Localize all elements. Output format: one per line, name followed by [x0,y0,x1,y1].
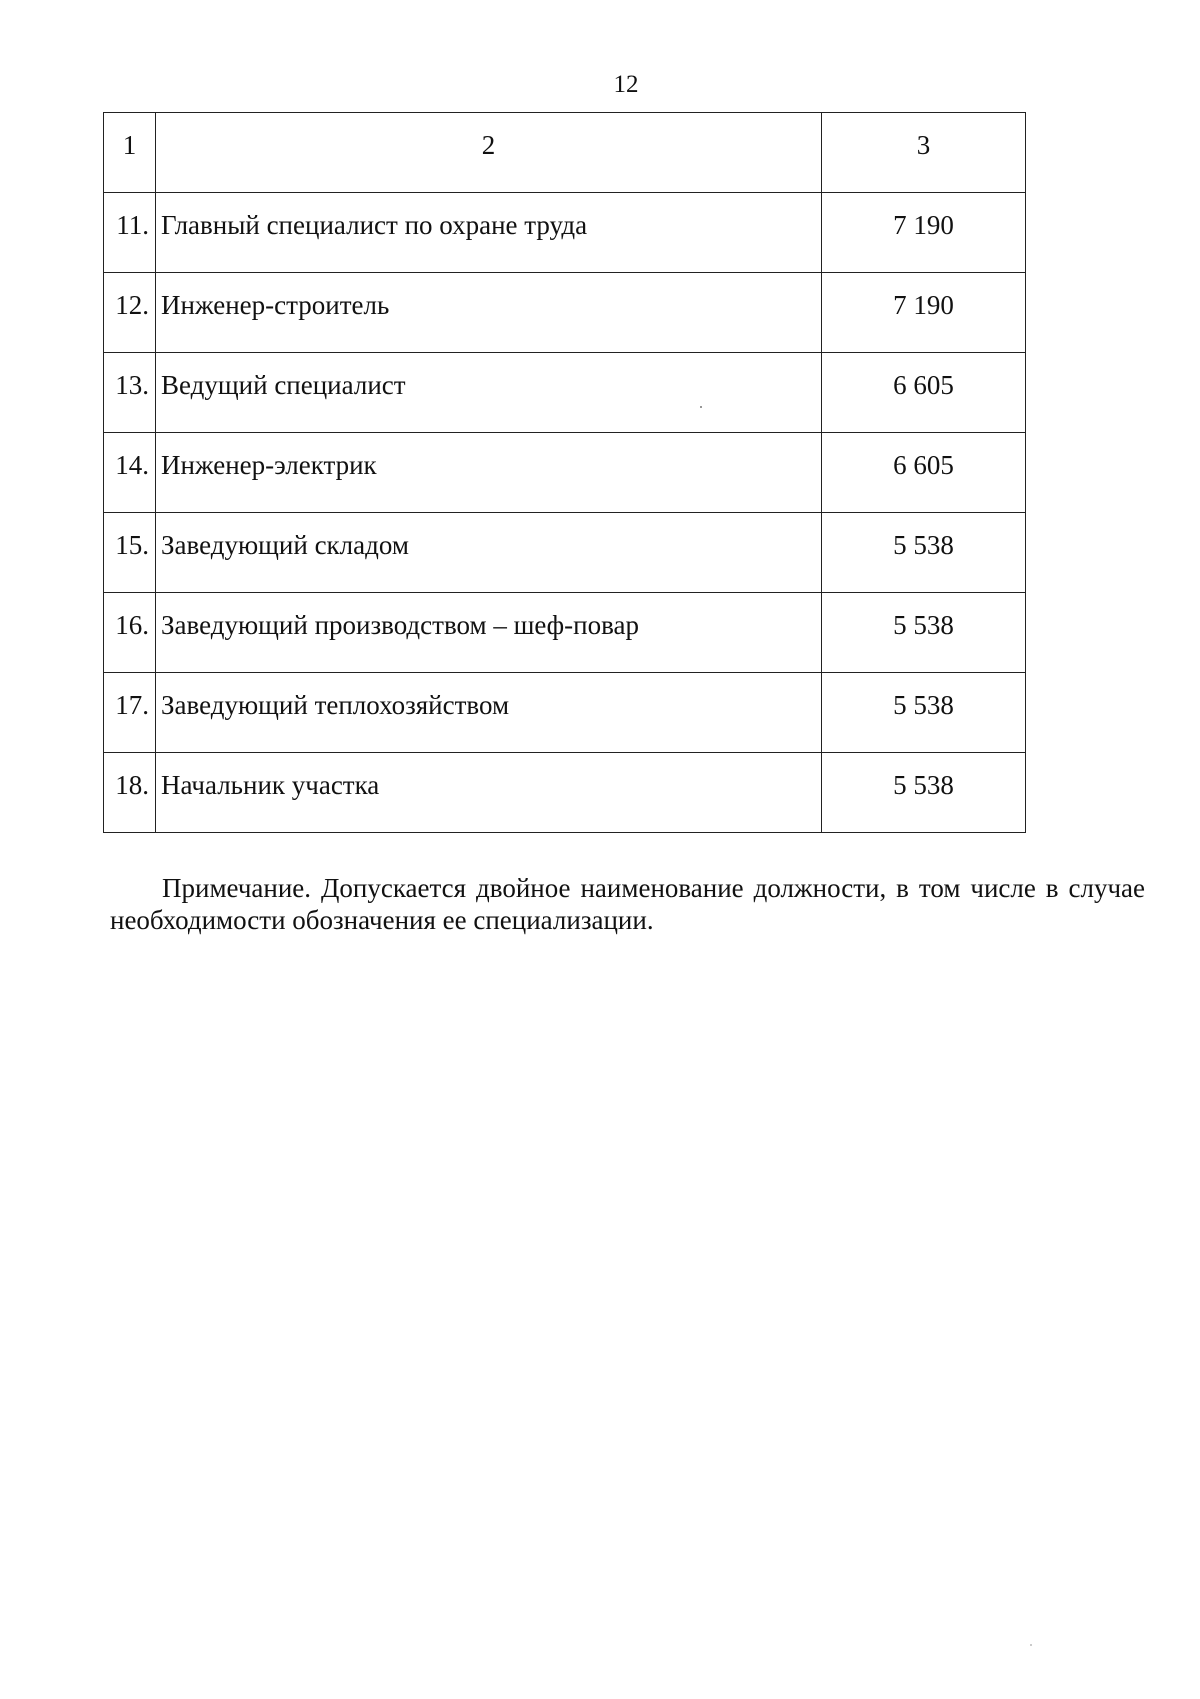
positions-table [103,112,1026,833]
position-title-cell [156,433,822,513]
position-title: Инженер-строитель [161,290,390,320]
salary-value-cell [822,753,1026,833]
header-cell-3 [822,113,1026,193]
position-title: Главный специалист по охране труда [161,210,588,240]
row-number-cell [104,753,156,833]
salary-value-cell [822,593,1026,673]
scan-speck [700,406,702,408]
table-row [104,753,1026,833]
position-title: Заведующий производством – шеф-повар [161,610,639,640]
table-row [104,353,1026,433]
header-label: 1 [122,130,137,160]
position-title-cell [156,273,822,353]
row-number: 16. [115,610,149,640]
position-title: Инженер-электрик [161,450,377,480]
header-label: 3 [916,130,931,160]
row-number-cell [104,273,156,353]
salary-value: 6 605 [893,450,954,480]
page-number: 12 [613,71,639,98]
salary-value-cell [822,513,1026,593]
table-row [104,273,1026,353]
scan-speck [1030,1644,1032,1646]
salary-value-cell [822,193,1026,273]
table-row [104,593,1026,673]
salary-value: 7 190 [893,210,954,240]
position-title: Заведующий складом [161,530,409,560]
row-number: 18. [115,770,149,800]
row-number-cell [104,673,156,753]
table-row [104,513,1026,593]
row-number-cell [104,513,156,593]
header-cell-2 [156,113,822,193]
position-title-cell [156,593,822,673]
row-number: 12. [115,290,149,320]
position-title: Заведующий теплохозяйством [161,690,510,720]
salary-value-cell [822,673,1026,753]
salary-value: 5 538 [893,610,954,640]
salary-value-cell [822,273,1026,353]
row-number: 13. [115,370,149,400]
position-title-cell [156,513,822,593]
table-note: Примечание. Допускается двойное наименование должности, в том числе в случае необходимости обозначения ее специализации. [110,873,1145,935]
position-title-cell [156,753,822,833]
row-number-cell [104,353,156,433]
header-cell-1 [104,113,156,193]
position-title: Ведущий специалист [161,370,406,400]
salary-value: 5 538 [893,690,954,720]
position-title-cell [156,673,822,753]
row-number-cell [104,433,156,513]
table-row [104,193,1026,273]
row-number: 11. [116,210,149,240]
salary-value: 6 605 [893,370,954,400]
salary-value: 7 190 [893,290,954,320]
salary-value-cell [822,353,1026,433]
row-number-cell [104,593,156,673]
table-row [104,673,1026,753]
row-number: 17. [115,690,149,720]
position-title: Начальник участка [161,770,380,800]
table-header-row [104,113,1026,193]
row-number: 14. [115,450,149,480]
row-number-cell [104,193,156,273]
salary-value: 5 538 [893,770,954,800]
position-title-cell [156,353,822,433]
position-title-cell [156,193,822,273]
table-row [104,433,1026,513]
row-number: 15. [115,530,149,560]
salary-value: 5 538 [893,530,954,560]
header-label: 2 [481,130,496,160]
salary-value-cell [822,433,1026,513]
